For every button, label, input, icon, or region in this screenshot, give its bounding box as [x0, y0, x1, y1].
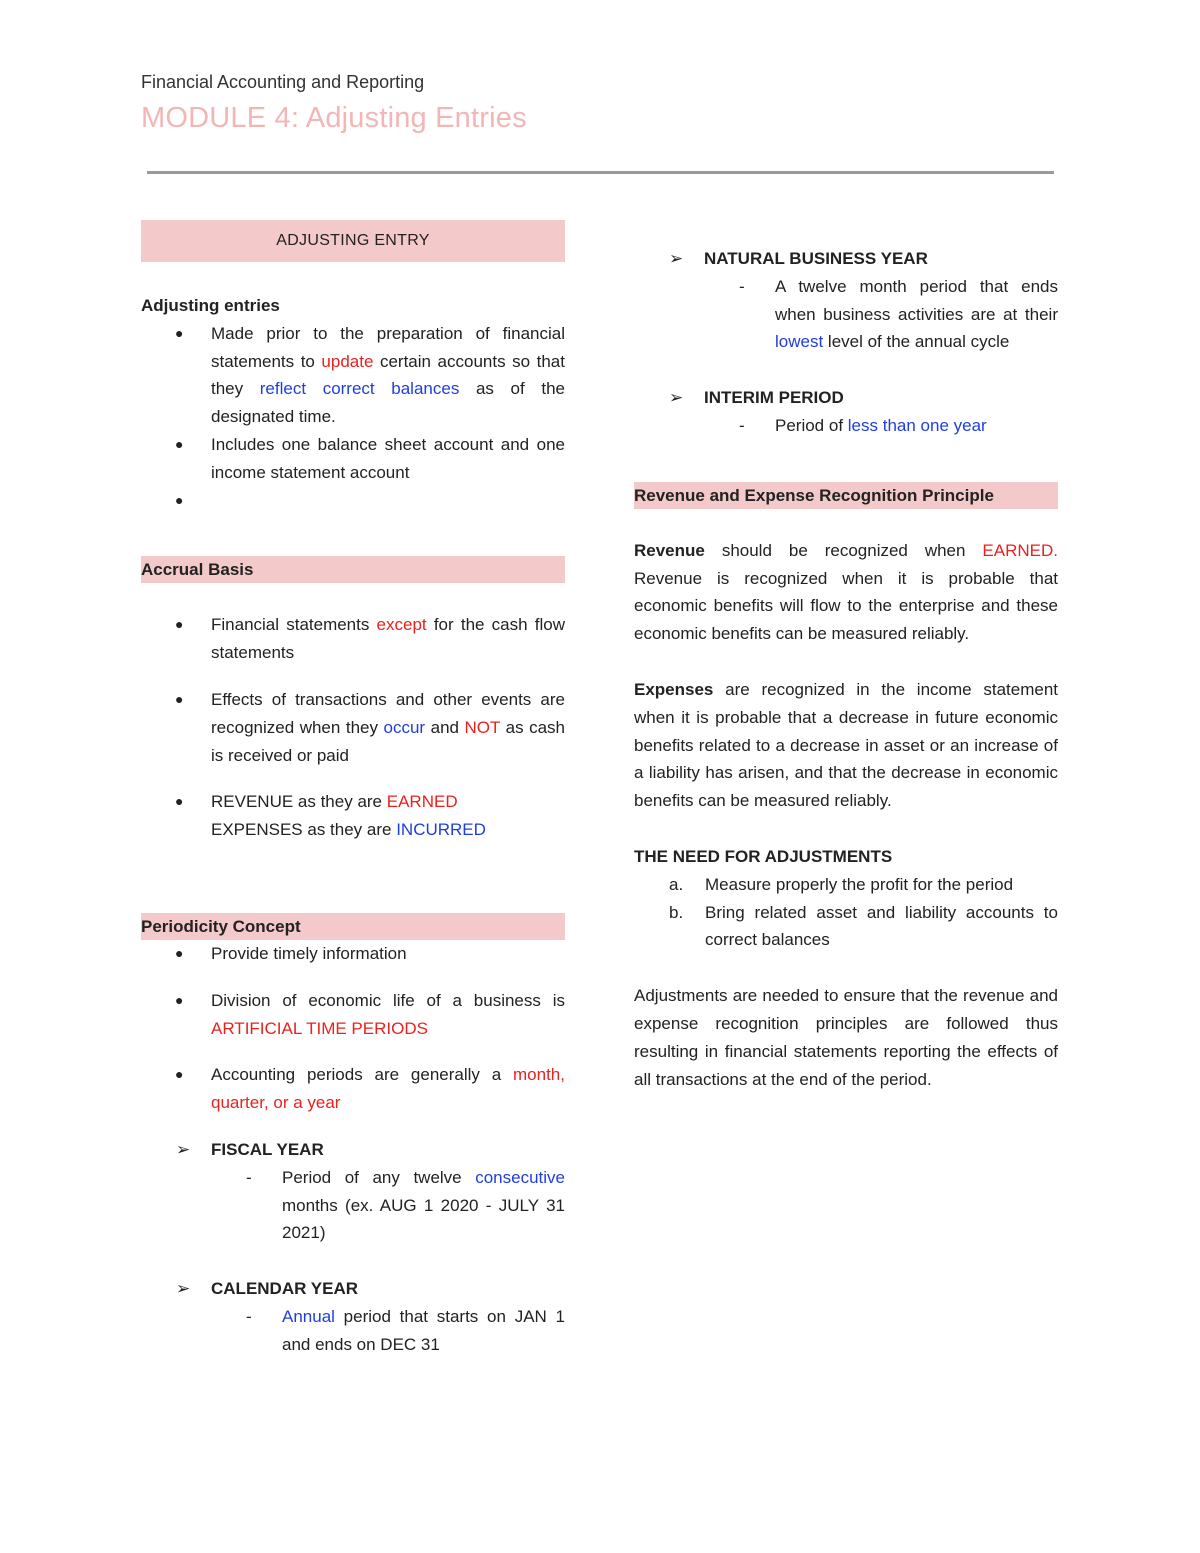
- recognition-principle-heading: Revenue and Expense Recognition Principle: [634, 482, 1058, 509]
- text-span: A twelve month period that ends when business activities are at their: [775, 276, 1058, 324]
- text-span: Measure properly the profit for the period: [705, 874, 1014, 894]
- natural-business-year-heading: [634, 245, 1058, 273]
- periodicity-list: [141, 940, 565, 1117]
- highlight-red: ARTIFICIAL TIME PERIODS: [211, 1018, 428, 1038]
- dash-icon: -: [246, 1167, 252, 1187]
- list-item: [141, 788, 565, 844]
- text-span: Revenue is recognized when it is probable that economic benefits will flow to the enterprise and these economic benefits can be measured reliably.: [634, 568, 1058, 644]
- highlight-red: month, quarter, or a year: [211, 1065, 565, 1113]
- bullet-icon: ●: [175, 1066, 184, 1083]
- bullet-icon: ●: [175, 793, 184, 810]
- bullet-icon: ●: [175, 435, 184, 452]
- arrow-icon: ➢: [176, 1279, 191, 1299]
- bullet-icon: ●: [175, 324, 184, 341]
- text-span: as of the designated time.: [211, 379, 565, 427]
- highlight-red: EARNED: [386, 792, 458, 812]
- left-column: [141, 220, 565, 1359]
- revenue-paragraph: [634, 537, 1058, 648]
- adjusting-entries-list: [141, 320, 565, 515]
- calendar-year-heading: [141, 1275, 565, 1303]
- highlight-red: update: [321, 351, 374, 371]
- text-span: EXPENSES as they are: [211, 820, 397, 840]
- text-span: Made prior to the preparation of financial statements to: [211, 323, 565, 371]
- text-span: should be recognized when: [704, 540, 983, 560]
- list-item: [141, 611, 565, 667]
- bullet-icon: ●: [175, 991, 184, 1008]
- expenses-paragraph: [634, 676, 1058, 815]
- header-divider: [147, 171, 1054, 174]
- document-subtitle: Financial Accounting and Reporting: [141, 72, 425, 92]
- spacer: [141, 667, 565, 686]
- arrow-icon: ➢: [669, 388, 684, 408]
- text-span: Accounting periods are generally a: [211, 1065, 514, 1085]
- interim-period-item: [634, 412, 1058, 440]
- right-column: [634, 245, 1058, 1093]
- spacer: [141, 1042, 565, 1061]
- text-span: CALENDAR YEAR: [211, 1279, 359, 1299]
- highlight-red: except: [376, 615, 427, 635]
- adjusting-entry-box: ADJUSTING ENTRY: [141, 220, 565, 262]
- highlight-blue: Annual: [282, 1306, 335, 1326]
- list-item: [141, 987, 565, 1043]
- bullet-icon: ●: [175, 616, 184, 633]
- text-span: INTERIM PERIOD: [704, 388, 844, 408]
- text-span: months (ex. AUG 1 2020 - JULY 31 2021): [282, 1195, 565, 1243]
- highlight-blue: INCURRED: [396, 820, 486, 840]
- text-span: Includes one balance sheet account and one income statement account: [211, 434, 565, 482]
- calendar-year-item: [141, 1303, 565, 1359]
- highlight-red: EARNED.: [982, 540, 1058, 560]
- bullet-icon: ●: [175, 690, 184, 707]
- accrual-basis-heading: Accrual Basis: [141, 556, 565, 583]
- list-marker: b.: [669, 902, 684, 922]
- fiscal-year-heading: [141, 1136, 565, 1164]
- periodicity-concept-heading: Periodicity Concept: [141, 913, 565, 940]
- text-span: Bring related asset and liability accounts to correct balances: [705, 902, 1058, 950]
- text-span: Division of economic life of a business is: [211, 990, 565, 1010]
- dash-icon: -: [739, 415, 745, 435]
- list-marker: a.: [669, 874, 684, 894]
- dash-icon: -: [246, 1306, 252, 1326]
- interim-period-heading: [634, 384, 1058, 412]
- text-span: for the cash flow statements: [211, 615, 565, 663]
- adjustments-paragraph: Adjustments are needed to ensure that the revenue and expense recognition principles are followed thus resulting in financial statements reporting the effects of all transactions at the end of the period.: [634, 986, 1058, 1089]
- highlight-blue: less than one year: [847, 415, 987, 435]
- highlight-blue: lowest: [775, 332, 824, 352]
- text-span: Expenses: [634, 679, 714, 699]
- text-span: period that starts on JAN 1 and ends on DEC 31: [282, 1306, 565, 1354]
- bullet-icon: ●: [175, 944, 184, 961]
- accrual-basis-list: [141, 611, 565, 844]
- text-span: Revenue: [634, 540, 705, 560]
- list-item: [141, 940, 565, 968]
- adjusting-entries-heading: Adjusting entries: [141, 296, 280, 315]
- text-span: level of the annual cycle: [823, 332, 1010, 352]
- fiscal-year-item: [141, 1164, 565, 1247]
- text-span: Financial statements: [211, 615, 377, 635]
- highlight-red: NOT: [464, 717, 501, 737]
- spacer: [141, 968, 565, 987]
- text-span: certain accounts so that they: [211, 351, 565, 399]
- list-item: [634, 871, 1058, 899]
- need-for-adjustments-heading: THE NEED FOR ADJUSTMENTS: [634, 846, 893, 866]
- highlight-blue: occur: [383, 717, 426, 737]
- text-span: Effects of transactions and other events are recognized when they: [211, 689, 565, 737]
- text-span: Period of: [775, 415, 848, 435]
- arrow-icon: ➢: [176, 1139, 191, 1159]
- list-item: [141, 686, 565, 769]
- arrow-icon: ➢: [669, 249, 684, 268]
- dash-icon: -: [739, 276, 745, 296]
- module-title: MODULE 4: Adjusting Entries: [141, 102, 527, 134]
- list-item: [634, 899, 1058, 955]
- text-span: as cash is received or paid: [211, 717, 566, 765]
- list-item: [141, 1061, 565, 1117]
- text-span: Period of any twelve: [282, 1167, 476, 1187]
- text-span: FISCAL YEAR: [211, 1139, 324, 1159]
- spacer: [141, 769, 565, 788]
- list-item-empty: [141, 487, 565, 515]
- bullet-icon: ●: [175, 491, 184, 508]
- text-span: and: [425, 717, 465, 737]
- natural-business-year-item: [634, 273, 1058, 356]
- text-span: are recognized in the income statement when it is probable that a decrease in future economic benefits related to a decrease in asset or an increase of a liability has arisen, and that the decrease in economic benefits can be measured reliably.: [634, 679, 1058, 811]
- list-item: [141, 431, 565, 487]
- text-span: REVENUE as they are: [211, 792, 387, 812]
- highlight-blue: reflect correct balances: [259, 379, 460, 399]
- list-item: [141, 320, 565, 431]
- highlight-blue: consecutive: [475, 1167, 565, 1187]
- text-span: NATURAL BUSINESS YEAR: [704, 249, 928, 268]
- text-span: Provide timely information: [211, 943, 407, 963]
